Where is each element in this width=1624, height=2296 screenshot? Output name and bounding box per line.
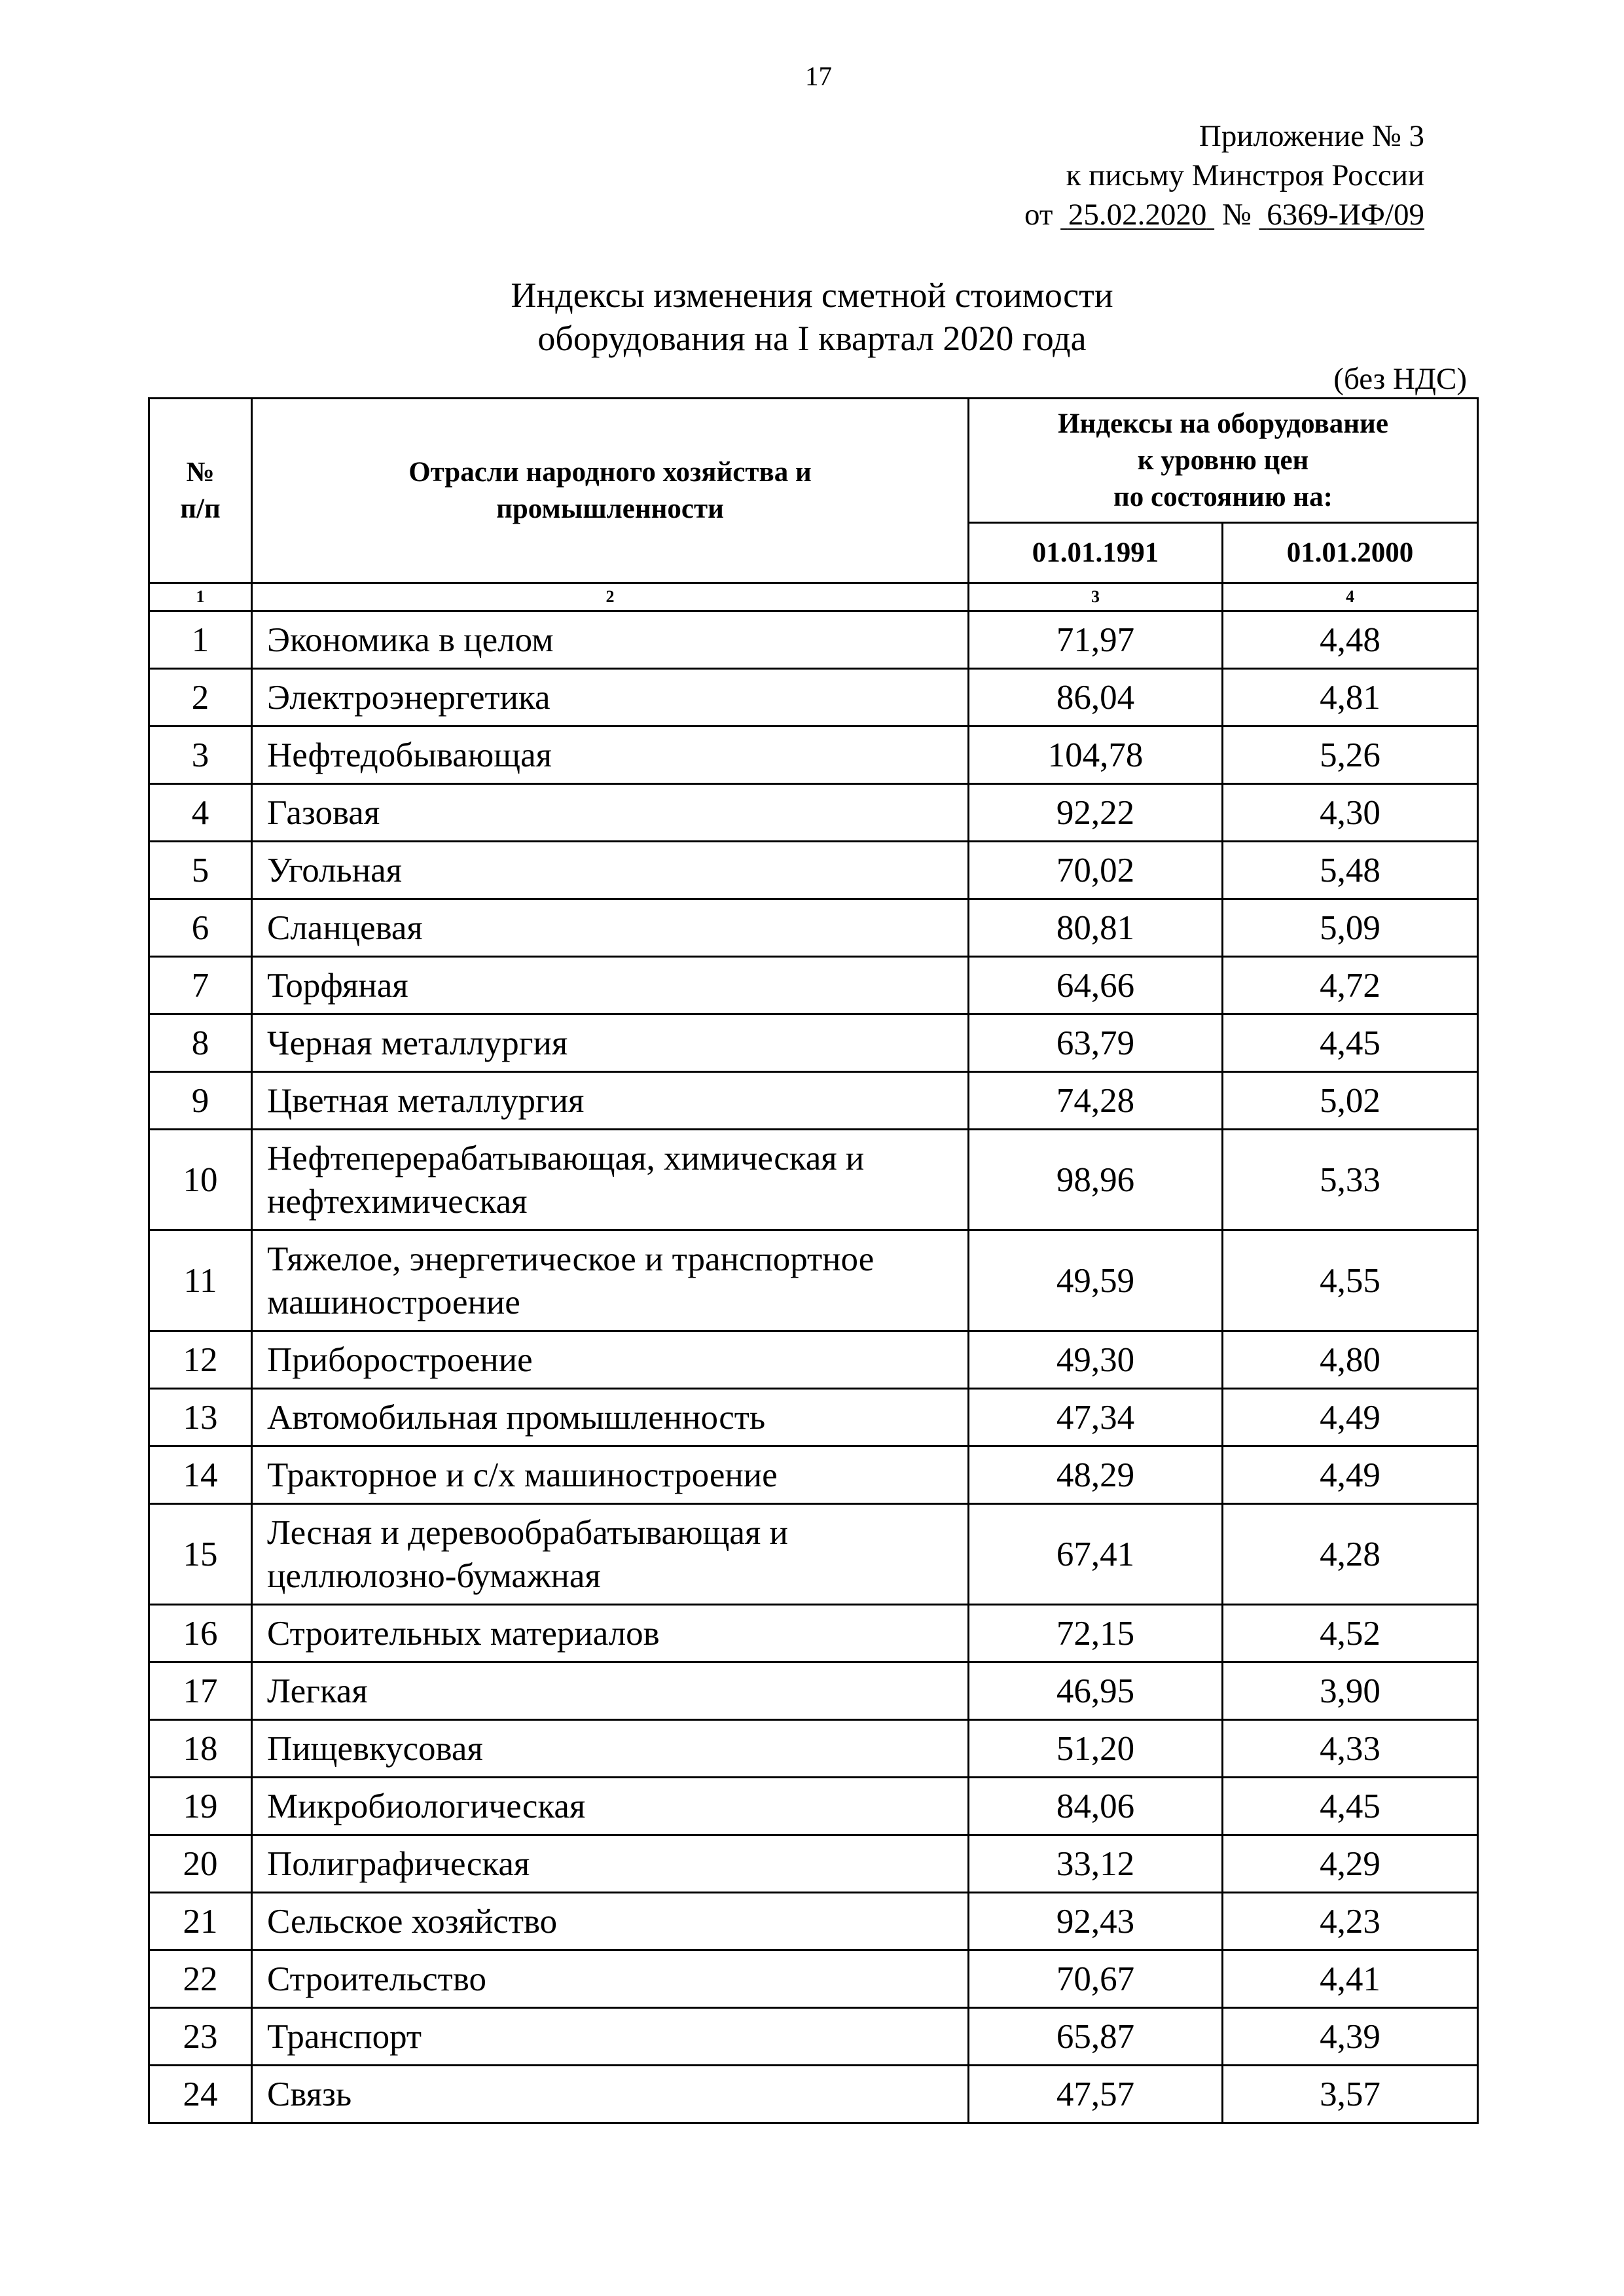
table-row: [149, 1662, 1478, 1720]
appendix-block: [966, 117, 1424, 234]
row-number: 6: [149, 899, 252, 957]
row-index-2000: 4,49: [1223, 1446, 1478, 1504]
row-index-1991: 72,15: [969, 1605, 1223, 1662]
row-sector-name: Строительство: [252, 1950, 969, 2008]
appendix-date-line: [966, 195, 1424, 234]
row-index-1991: 104,78: [969, 726, 1223, 784]
row-index-1991: 65,87: [969, 2008, 1223, 2066]
appendix-letter-ref: к письму Минстроя России: [1066, 158, 1424, 192]
row-number: 11: [149, 1230, 252, 1331]
row-index-2000: 5,02: [1223, 1072, 1478, 1130]
table-row: [149, 1130, 1478, 1230]
row-index-1991: 46,95: [969, 1662, 1223, 1720]
table-row: [149, 611, 1478, 669]
header-date-2000: 01.01.2000: [1223, 523, 1478, 583]
row-index-2000: 4,33: [1223, 1720, 1478, 1778]
row-index-1991: 71,97: [969, 611, 1223, 669]
row-index-2000: 5,48: [1223, 842, 1478, 899]
row-sector-name: Автомобильная промышленность: [252, 1389, 969, 1446]
row-index-2000: 5,26: [1223, 726, 1478, 784]
table-row: [149, 1389, 1478, 1446]
row-number: 17: [149, 1662, 252, 1720]
table-row: [149, 1504, 1478, 1605]
row-number: 8: [149, 1014, 252, 1072]
column-number-row: [149, 583, 1478, 611]
row-index-2000: 4,48: [1223, 611, 1478, 669]
row-sector-name: Нефтеперерабатывающая, химическая и нефтехимическая: [252, 1130, 969, 1230]
row-index-1991: 92,43: [969, 1893, 1223, 1950]
row-sector-name: Транспорт: [252, 2008, 969, 2066]
row-index-1991: 48,29: [969, 1446, 1223, 1504]
row-sector-name: Нефтедобывающая: [252, 726, 969, 784]
row-number: 13: [149, 1389, 252, 1446]
row-number: 12: [149, 1331, 252, 1389]
table-row: [149, 784, 1478, 842]
table-row: [149, 1605, 1478, 1662]
row-index-1991: 47,34: [969, 1389, 1223, 1446]
row-index-1991: 33,12: [969, 1835, 1223, 1893]
document-title: [0, 274, 1624, 360]
row-index-2000: 5,09: [1223, 899, 1478, 957]
table-row: [149, 1072, 1478, 1130]
table-row: [149, 957, 1478, 1014]
row-index-2000: 4,45: [1223, 1014, 1478, 1072]
table-row: [149, 1720, 1478, 1778]
row-sector-name: Торфяная: [252, 957, 969, 1014]
row-index-2000: 4,30: [1223, 784, 1478, 842]
letter-date: 25.02.2020: [1068, 198, 1207, 232]
row-number: 18: [149, 1720, 252, 1778]
row-number: 4: [149, 784, 252, 842]
header-date-1991: 01.01.1991: [969, 523, 1223, 583]
row-index-2000: 4,52: [1223, 1605, 1478, 1662]
row-sector-name: Тракторное и с/х машиностроение: [252, 1446, 969, 1504]
row-number: 7: [149, 957, 252, 1014]
table-row: [149, 2066, 1478, 2123]
table-row: [149, 726, 1478, 784]
row-sector-name: Лесная и деревообрабатывающая и целлюлозно-бумажная: [252, 1504, 969, 1605]
row-number: 1: [149, 611, 252, 669]
table-row: [149, 669, 1478, 726]
title-line-2: оборудования на I квартал 2020 года: [537, 319, 1087, 358]
table-row: [149, 1014, 1478, 1072]
row-index-2000: 3,90: [1223, 1662, 1478, 1720]
row-index-2000: 4,23: [1223, 1893, 1478, 1950]
table-row: [149, 1446, 1478, 1504]
row-sector-name: Черная металлургия: [252, 1014, 969, 1072]
table-row: [149, 1893, 1478, 1950]
row-sector-name: Угольная: [252, 842, 969, 899]
row-index-1991: 98,96: [969, 1130, 1223, 1230]
row-number: 20: [149, 1835, 252, 1893]
row-index-2000: 4,41: [1223, 1950, 1478, 2008]
row-index-1991: 70,02: [969, 842, 1223, 899]
row-index-2000: 4,81: [1223, 669, 1478, 726]
row-index-1991: 51,20: [969, 1720, 1223, 1778]
row-index-1991: 92,22: [969, 784, 1223, 842]
row-index-2000: 4,80: [1223, 1331, 1478, 1389]
header-indices: Индексы на оборудование к уровню цен по состоянию на:: [969, 399, 1478, 523]
row-number: 21: [149, 1893, 252, 1950]
table-row: [149, 2008, 1478, 2066]
row-sector-name: Экономика в целом: [252, 611, 969, 669]
vat-note: (без НДС): [1333, 362, 1467, 396]
row-number: 14: [149, 1446, 252, 1504]
row-sector-name: Легкая: [252, 1662, 969, 1720]
row-index-1991: 49,59: [969, 1230, 1223, 1331]
table-row: [149, 899, 1478, 957]
table-row: [149, 1950, 1478, 2008]
row-index-1991: 67,41: [969, 1504, 1223, 1605]
date-prefix: от: [1024, 198, 1053, 232]
header-row-1: [149, 399, 1478, 523]
table-row: [149, 1230, 1478, 1331]
row-number: 15: [149, 1504, 252, 1605]
row-index-1991: 86,04: [969, 669, 1223, 726]
row-number: 16: [149, 1605, 252, 1662]
column-number: 3: [969, 583, 1223, 611]
row-index-1991: 64,66: [969, 957, 1223, 1014]
table-row: [149, 1331, 1478, 1389]
row-number: 9: [149, 1072, 252, 1130]
row-number: 3: [149, 726, 252, 784]
row-index-1991: 84,06: [969, 1778, 1223, 1835]
row-sector-name: Связь: [252, 2066, 969, 2123]
row-number: 22: [149, 1950, 252, 2008]
row-index-1991: 49,30: [969, 1331, 1223, 1389]
row-sector-name: Пищевкусовая: [252, 1720, 969, 1778]
row-number: 5: [149, 842, 252, 899]
title-line-1: Индексы изменения сметной стоимости: [511, 276, 1113, 315]
row-index-1991: 63,79: [969, 1014, 1223, 1072]
row-number: 24: [149, 2066, 252, 2123]
row-sector-name: Цветная металлургия: [252, 1072, 969, 1130]
row-index-1991: 74,28: [969, 1072, 1223, 1130]
row-index-2000: 3,57: [1223, 2066, 1478, 2123]
table-row: [149, 1835, 1478, 1893]
row-index-2000: 4,28: [1223, 1504, 1478, 1605]
row-sector-name: Микробиологическая: [252, 1778, 969, 1835]
row-index-2000: 4,39: [1223, 2008, 1478, 2066]
row-sector-name: Приборостроение: [252, 1331, 969, 1389]
row-sector-name: Сельское хозяйство: [252, 1893, 969, 1950]
row-sector-name: Электроэнергетика: [252, 669, 969, 726]
row-index-2000: 4,45: [1223, 1778, 1478, 1835]
header-sector: Отрасли народного хозяйства и промышленности: [252, 399, 969, 583]
row-sector-name: Полиграфическая: [252, 1835, 969, 1893]
row-index-1991: 70,67: [969, 1950, 1223, 2008]
row-sector-name: Строительных материалов: [252, 1605, 969, 1662]
number-prefix: №: [1221, 198, 1252, 232]
row-number: 19: [149, 1778, 252, 1835]
row-index-2000: 5,33: [1223, 1130, 1478, 1230]
appendix-title: Приложение № 3: [1199, 119, 1424, 153]
indices-table: [148, 397, 1479, 2124]
column-number: 2: [252, 583, 969, 611]
row-sector-name: Газовая: [252, 784, 969, 842]
header-num: № п/п: [149, 399, 252, 583]
column-number: 4: [1223, 583, 1478, 611]
column-number: 1: [149, 583, 252, 611]
row-sector-name: Тяжелое, энергетическое и транспортное машиностроение: [252, 1230, 969, 1331]
row-sector-name: Сланцевая: [252, 899, 969, 957]
row-index-1991: 80,81: [969, 899, 1223, 957]
letter-number: 6369-ИФ/09: [1267, 198, 1424, 232]
table-row: [149, 1778, 1478, 1835]
row-index-2000: 4,29: [1223, 1835, 1478, 1893]
row-number: 23: [149, 2008, 252, 2066]
row-index-2000: 4,72: [1223, 957, 1478, 1014]
page-number: 17: [805, 61, 832, 91]
row-number: 2: [149, 669, 252, 726]
row-number: 10: [149, 1130, 252, 1230]
row-index-1991: 47,57: [969, 2066, 1223, 2123]
row-index-2000: 4,49: [1223, 1389, 1478, 1446]
row-index-2000: 4,55: [1223, 1230, 1478, 1331]
table-row: [149, 842, 1478, 899]
